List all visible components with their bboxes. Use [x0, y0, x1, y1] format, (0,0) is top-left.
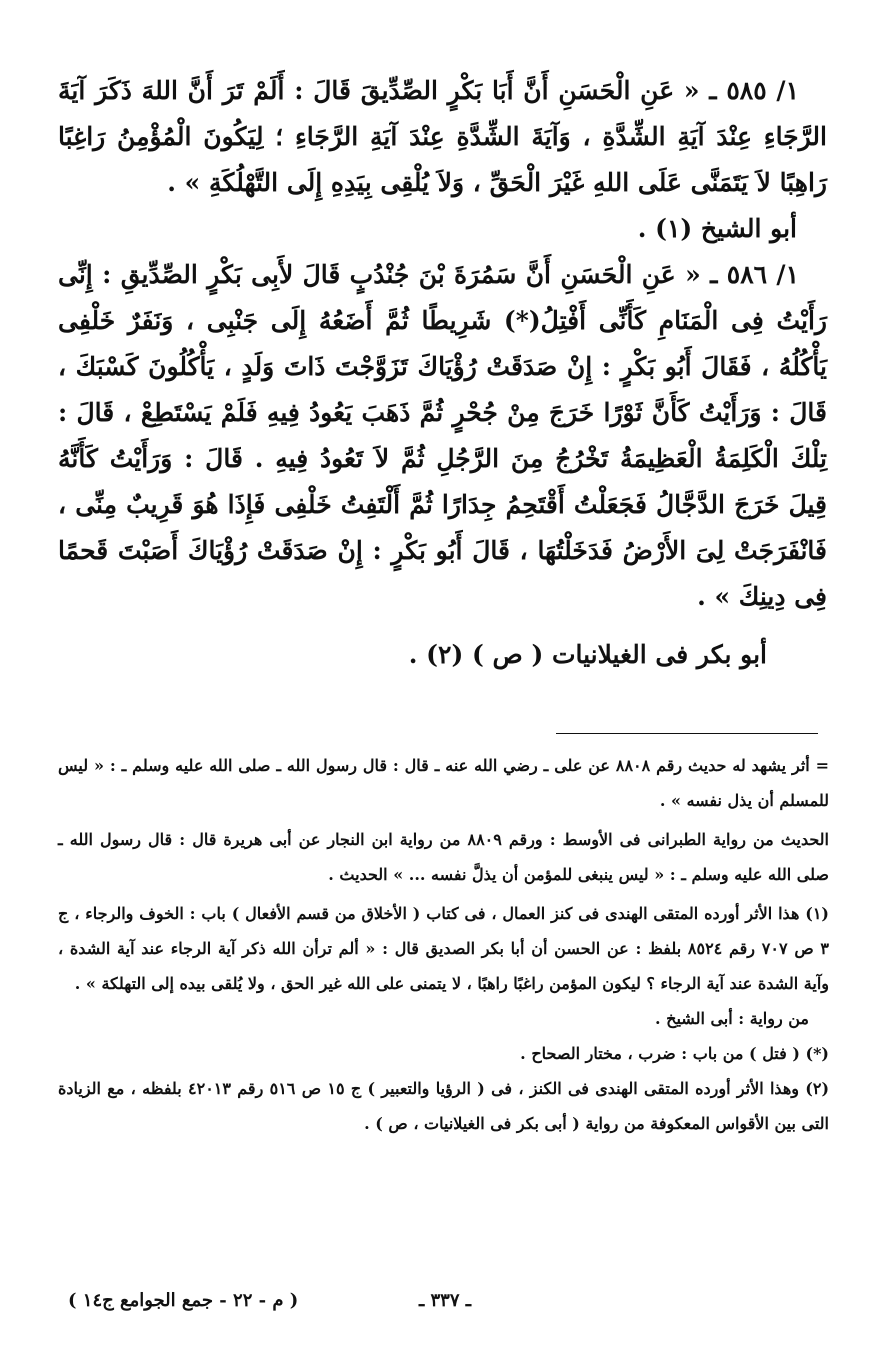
- main-text: [58, 68, 827, 678]
- footnote-1-source: من رواية : أبى الشيخ .: [655, 1009, 809, 1028]
- hadith-585-source: أبو الشيخ (١) .: [637, 214, 797, 243]
- page-footer: [0, 1290, 879, 1320]
- footnote-continuation-1: = أثر يشهد له حديث رقم ٨٨٠٨ عن على ـ رضي الله عنه ـ قال : قال رسول الله ـ صلى الله عليه وسلم ـ : « ليس للمسلم أن يذل نفسه » .: [58, 756, 830, 810]
- footnote-1: (١) هذا الأثر أورده المتقى الهندى فى كنز العمال ، فى كتاب ( الأخلاق من قسم الأفعال ) باب : الخوف والرجاء ، ج ٣ ص ٧٠٧ رقم ٨٥٢٤ بلفظ : عن الحسن أن أبا بكر الصديق قال : « ألم ترأن الله ذكر آية الرجاء عند آية الشدة ، وآية الشدة عند آية الرجاء ؟ ليكون المؤمن راغبًا راهبًا ، لا يتمنى على الله غير الحق ، ولا يُلقى بيده إلى التهلكة » .: [58, 904, 830, 993]
- hadith-586-source: أبو بكر فى الغيلانيات ( ص ) (٢) .: [408, 640, 767, 669]
- footnote-continuation-2: الحديث من رواية الطبرانى فى الأوسط : ورقم ٨٨٠٩ من رواية ابن النجار عن أبى هريرة قال : قال رسول الله ـ صلى الله عليه وسلم ـ : « ليس ينبغى للمؤمن أن يذلَّ نفسه ... » الحديث .: [58, 830, 830, 884]
- footnote-star: (*) ( فتل ) من باب : ضرب ، مختار الصحاح .: [520, 1044, 829, 1063]
- collection-signature: ( م - ٢٢ - جمع الجوامع ج١٤ ): [68, 1290, 299, 1311]
- footnote-2: (٢) وهذا الأثر أورده المتقى الهندى فى الكنز ، فى ( الرؤيا والتعبير ) ج ١٥ ص ٥١٦ رقم ٤٢٠١٣ بلفظه ، مع الزيادة التى بين الأقواس المعكوفة من رواية ( أبى بكر فى الغيلانيات ، ص ) .: [58, 1079, 830, 1133]
- page-number: ـ ٣٣٧ ـ: [418, 1290, 472, 1311]
- footnote-separator: [556, 733, 818, 734]
- footnotes: [58, 748, 829, 1141]
- hadith-585: ١/ ٥٨٥ ـ « عَنِ الْحَسَنِ أَنَّ أَبَا بَكْرٍ الصِّدِّيقَ قَالَ : أَلَمْ تَرَ أَنَّ اللهَ ذَكَرَ آيَةَ الرَّجَاءِ عِنْدَ آيَةِ الشِّدَّةِ ، وَآيَةَ الشِّدَّةِ عِنْدَ آيَةِ الرَّجَاءِ ؛ لِيَكُونَ الْمُؤْمِنُ رَاغِبًا رَاهِبًا لاَ يَتَمَنَّى عَلَى اللهِ غَيْرَ الْحَقِّ ، وَلاَ يُلْقِى بِيَدِهِ إِلَى التَّهْلُكَةِ » .: [58, 76, 827, 197]
- hadith-586: ١/ ٥٨٦ ـ « عَنِ الْحَسَنِ أَنَّ سَمُرَةَ بْنَ جُنْدُبٍ قَالَ لأَبِى بَكْرٍ الصِّدِّيقِ : إِنِّى رَأَيْتُ فِى الْمَنَامِ كَأَنِّى أَفْتِلُ(*) شَرِيطًا ثُمَّ أَضَعُهُ إِلَى جَنْبِى ، وَنَفَرٌ خَلْفِى يَأْكُلُهُ ، فَقَالَ أَبُو بَكْرٍ : إِنْ صَدَقَتْ رُؤْيَاكَ تَزَوَّجْتَ ذَاتَ وَلَدٍ ، يَأْكُلُونَ كَسْبَكَ ، قَالَ : وَرَأَيْتُ كَأَنَّ ثَوْرًا خَرَجَ مِنْ جُحْرٍ ثُمَّ ذَهَبَ يَعُودُ فِيهِ فَلَمْ يَسْتَطِعْ ، قَالَ : تِلْكَ الْكَلِمَةُ الْعَظِيمَةُ تَخْرُجُ مِنَ الرَّجُلِ ثُمَّ لاَ تَعُودُ فِيهِ . قَالَ : وَرَأَيْتُ كَأَنَّهُ قِيلَ خَرَجَ الدَّجَّالُ فَجَعَلْتُ أَقْتَحِمُ جِدَارًا ثُمَّ أَلْتَفِتُ خَلْفِى فَإِذَا هُوَ قَرِيبٌ مِنِّى ، فَانْفَرَجَتْ لِىَ الأَرْضُ فَدَخَلْتُهَا ، قَالَ أَبُو بَكْرٍ : إِنْ صَدَقَتْ رُؤْيَاكَ أَصَبْتَ قَحمًا فِى دِينِكَ » .: [58, 260, 827, 611]
